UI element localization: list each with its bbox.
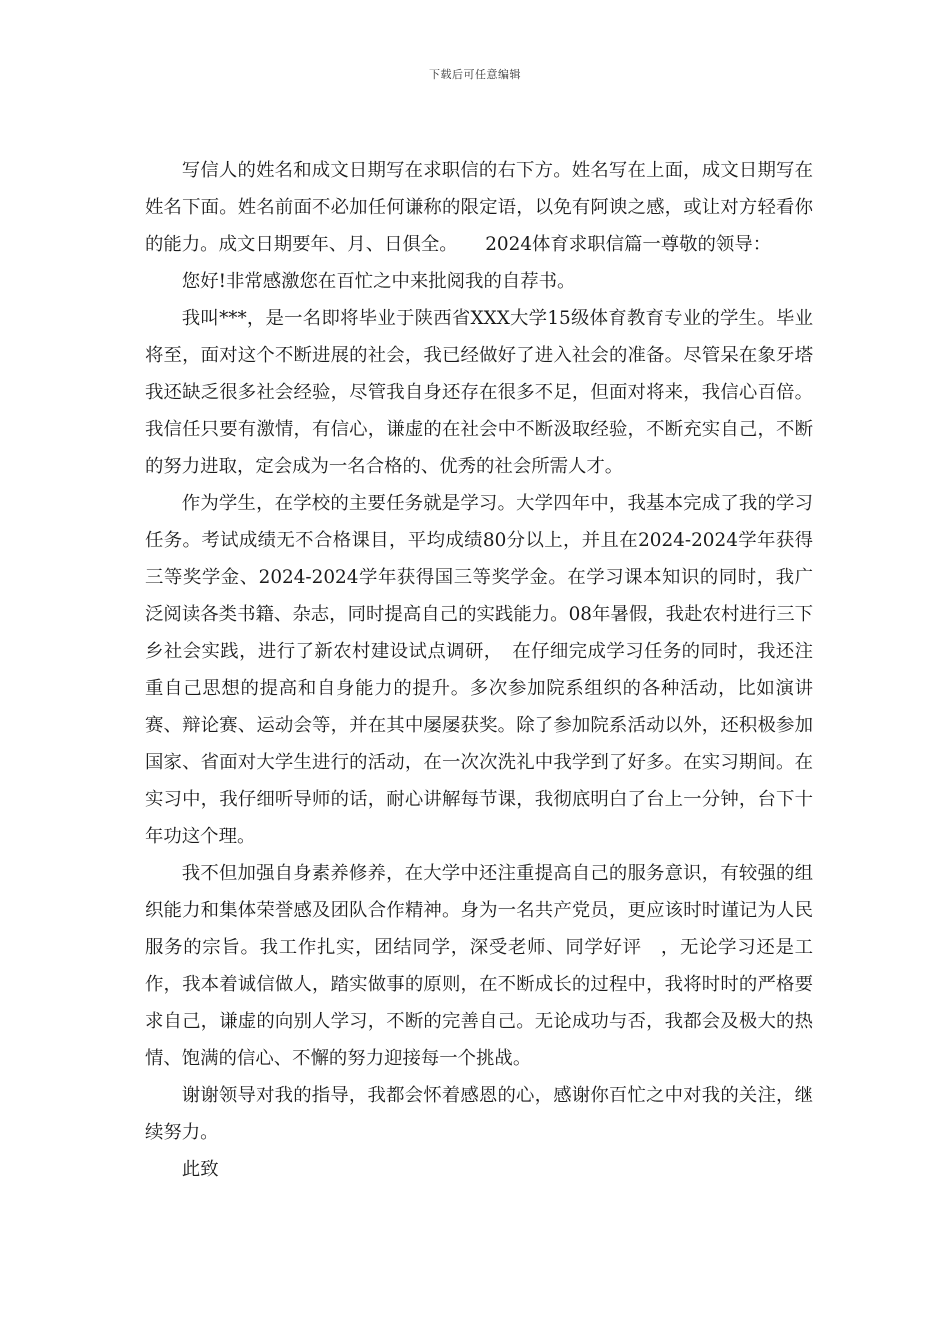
paragraph-thanks: 谢谢领导对我的指导，我都会怀着感恩的心，感谢你百忙之中对我的关注，继续努力。 (145, 1085, 813, 1143)
page-header-note: 下载后可任意编辑 (429, 68, 521, 81)
paragraph-closing: 此致 (181, 1159, 219, 1180)
paragraph-study-experience: 作为学生，在学校的主要任务就是学习。大学四年中，我基本完成了我的学习任务。考试成绩无不合格课目，平均成绩80分以上，并且在2024-2024学年获得三等奖学金、2024-2024学年获得国三等奖学金。在学习课本知识的同时，我广泛阅读各类书籍、杂志，同时提高自己的实践能力。08年暑假，我赴农村进行三下乡社会实践，进行了新农村建设试点调研， 在仔细完成学习任务的同时，我还注重自己思想的提高和自身能力的提升。多次参加院系组织的各种活动，比如演讲赛、辩论赛、运动会等，并在其中屡屡获奖。除了参加院系活动以外，还积极参加国家、省面对大学生进行的活动，在一次次洗礼中我学到了好多。在实习期间。在实习中，我仔细听导师的话，耐心讲解每节课，我彻底明白了台上一分钟，台下十年功这个理。 (145, 493, 813, 847)
paragraph-self-introduction: 我叫***，是一名即将毕业于陕西省XXX大学15级体育教育专业的学生。毕业将至，面对这个不断进展的社会，我已经做好了进入社会的准备。尽管呆在象牙塔我还缺乏很多社会经验，尽管我自身还存在很多不足，但面对将来，我信心百倍。我信任只要有激情，有信心，谦虚的在社会中不断汲取经验，不断充实自己，不断的努力进取，定会成为一名合格的、优秀的社会所需人才。 (145, 308, 813, 477)
paragraph-signature-instructions: 写信人的姓名和成文日期写在求职信的右下方。姓名写在上面，成文日期写在姓名下面。姓名前面不必加任何谦称的限定语，以免有阿谀之感，或让对方轻看你的能力。成文日期要年、月、日俱全。 2024体育求职信篇一尊敬的领导： (145, 160, 813, 255)
paragraph-greeting: 您好!非常感激您在百忙之中来批阅我的自荐书。 (181, 271, 576, 292)
document-body (145, 152, 813, 1188)
paragraph-personal-qualities: 我不但加强自身素养修养，在大学中还注重提高自己的服务意识，有较强的组织能力和集体荣誉感及团队合作精神。身为一名共产党员，更应该时时谨记为人民服务的宗旨。我工作扎实，团结同学，深受老师、同学好评 ，无论学习还是工作，我本着诚信做人，踏实做事的原则，在不断成长的过程中，我将时时的严格要求自己，谦虚的向别人学习，不断的完善自己。无论成功与否，我都会及极大的热情、饱满的信心、不懈的努力迎接每一个挑战。 (145, 863, 813, 1069)
